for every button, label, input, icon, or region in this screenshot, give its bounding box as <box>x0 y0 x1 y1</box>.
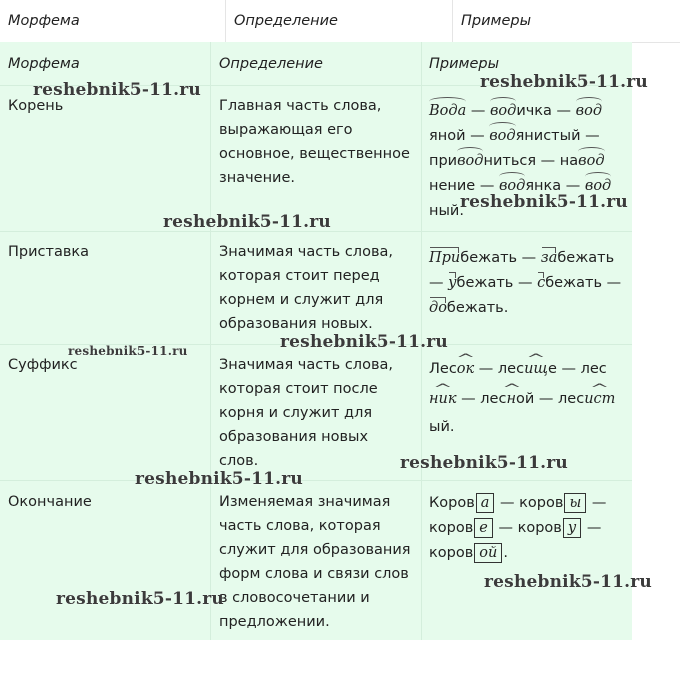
watermark: reshebnik5-11.ru <box>163 212 331 232</box>
watermark: reshebnik5-11.ru <box>484 572 652 592</box>
watermark: reshebnik5-11.ru <box>68 344 188 358</box>
table-header-morpheme: Морфема <box>8 56 80 72</box>
examples-ending: Коров а — коров ы — коров е — коров у — коров ой . <box>429 495 607 561</box>
morpheme-suffix: Суффикс <box>8 357 78 373</box>
watermark: reshebnik5-11.ru <box>135 469 303 489</box>
watermark: reshebnik5-11.ru <box>56 589 224 609</box>
column-divider <box>210 42 211 640</box>
top-header-definition: Определение <box>226 0 453 42</box>
examples-prefix: Прибежать — забежать — убежать — сбежать — добежать. <box>429 250 622 316</box>
morpheme-prefix: Приставка <box>8 244 90 260</box>
definition-ending: Изменяемая значимая часть слова, которая служит для образования форм слова и связи слов в словосочетании и предложении. <box>219 494 411 630</box>
watermark: reshebnik5-11.ru <box>400 453 568 473</box>
top-header-examples: Примеры <box>461 13 532 29</box>
table-header-examples: Примеры <box>429 56 500 72</box>
definition-root: Главная часть слова, выражающая его основное, вещественное значение. <box>219 98 410 186</box>
top-header-morpheme: Морфема <box>0 0 226 42</box>
examples-suffix: Лес^ ок — лес^ ище — лес ^ ник — лес^ ной — лес^ ист ый. <box>429 357 629 440</box>
definition-suffix: Значимая часть слова, которая стоит после корня и служит для образования новых слов. <box>219 357 393 469</box>
watermark: reshebnik5-11.ru <box>460 192 628 212</box>
examples-root: Вода — водичка — вод яной — водянистый — приводниться — навод нение — водянка — вод ный. <box>429 103 612 219</box>
top-header-row <box>0 0 680 43</box>
watermark: reshebnik5-11.ru <box>480 72 648 92</box>
morpheme-root: Корень <box>8 98 64 114</box>
watermark: reshebnik5-11.ru <box>33 80 201 100</box>
definition-prefix: Значимая часть слова, которая стоит перед корнем и служит для образования новых. <box>219 244 393 332</box>
morpheme-ending: Окончание <box>8 494 92 510</box>
watermark: reshebnik5-11.ru <box>280 332 448 352</box>
table-header-definition: Определение <box>219 56 323 72</box>
row-divider <box>0 480 632 481</box>
